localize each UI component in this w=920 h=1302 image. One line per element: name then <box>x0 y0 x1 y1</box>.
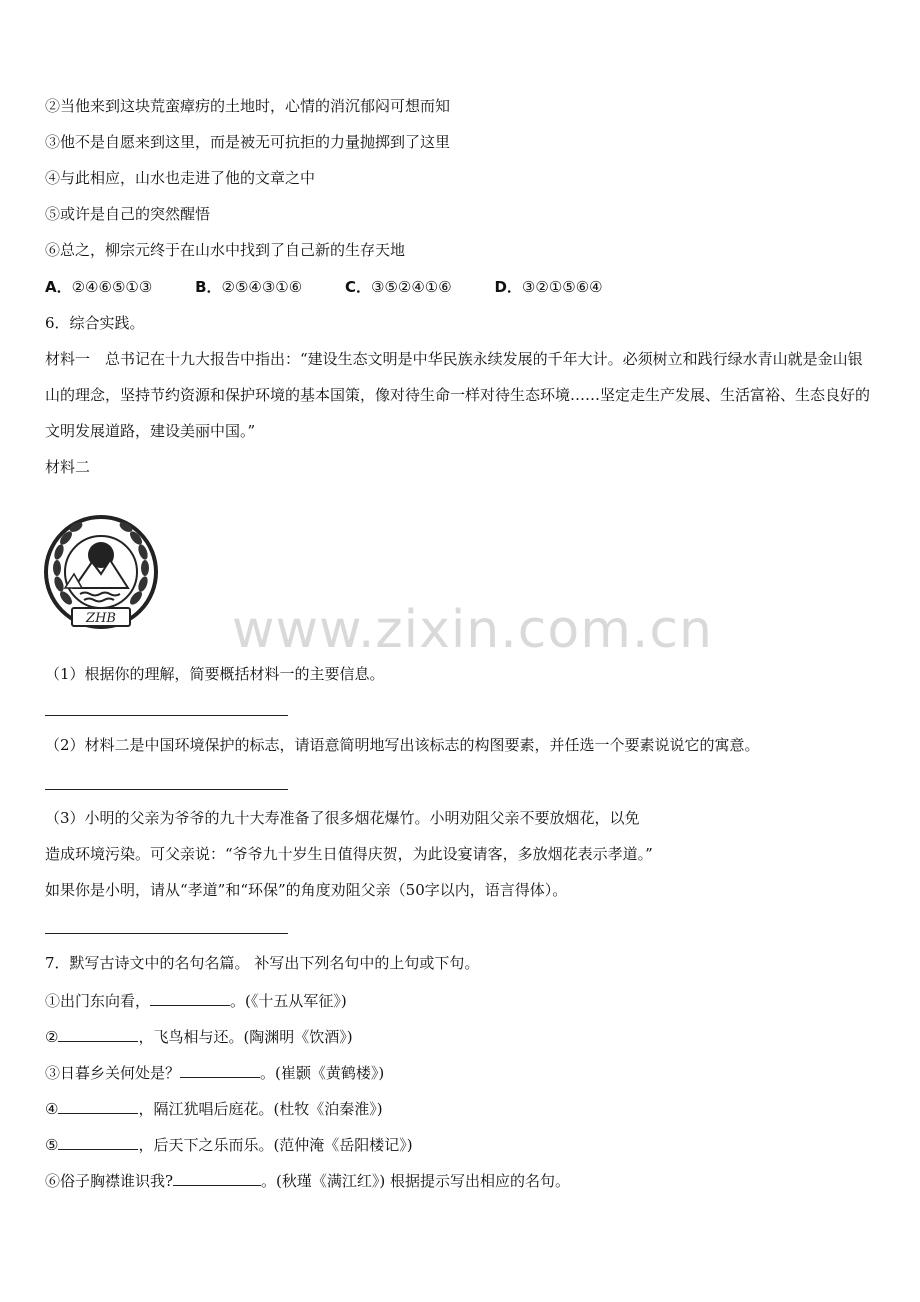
fill-blank-5[interactable] <box>58 1133 138 1150</box>
poem-line-4 <box>45 1097 383 1119</box>
answer-line-2 <box>45 789 288 790</box>
fill-blank-1[interactable] <box>150 989 230 1006</box>
fill-blank-6[interactable] <box>173 1169 261 1186</box>
material-2-label: 材料二 <box>45 458 91 476</box>
question-6-part-3-line-2: 造成环境污染。可父亲说：“爷爷九十岁生日值得庆贺，为此设宴请客，多放烟花表示孝道。” <box>45 845 653 863</box>
option-b <box>195 277 302 297</box>
fill-blank-3[interactable] <box>180 1061 260 1078</box>
option-d <box>494 277 602 297</box>
poem-line-2-prefix: ② <box>45 1028 59 1046</box>
option-a-letter: A． <box>45 278 72 296</box>
poem-line-3 <box>45 1061 384 1083</box>
answer-options <box>45 277 641 297</box>
question-6-part-3-line-1: （3）小明的父亲为爷爷的九十大寿准备了很多烟花爆竹。小明劝阻父亲不要放烟花，以免 <box>45 809 640 827</box>
item-4: ④与此相应，山水也走进了他的文章之中 <box>45 169 316 187</box>
environmental-protection-logo <box>44 500 158 648</box>
option-a-text: ②④⑥⑤①③ <box>71 278 153 296</box>
fill-blank-4[interactable] <box>58 1097 138 1114</box>
poem-line-5-suffix: ，后天下之乐而乐。(范仲淹《岳阳楼记》) <box>138 1136 413 1154</box>
watermark: www.zixin.com.cn <box>232 600 713 660</box>
poem-line-6-prefix: ⑥俗子胸襟谁识我? <box>45 1172 174 1190</box>
poem-line-2 <box>45 1025 353 1047</box>
poem-line-5 <box>45 1133 413 1155</box>
logo-zhb-text: ZHB <box>86 611 116 626</box>
option-a <box>45 277 152 297</box>
option-b-letter: B． <box>195 278 222 296</box>
poem-line-4-suffix: ，隔江犹唱后庭花。(杜牧《泊秦淮》) <box>138 1100 383 1118</box>
poem-line-1 <box>45 989 347 1011</box>
poem-line-1-suffix: 。(《十五从军征》) <box>230 992 347 1010</box>
question-6-part-2: （2）材料二是中国环境保护的标志，请语意简明地写出该标志的构图要素，并任选一个要素说说它的寓意。 <box>45 736 760 754</box>
question-6-part-1: （1）根据你的理解，简要概括材料一的主要信息。 <box>45 665 385 683</box>
poem-line-3-prefix: ③日暮乡关何处是？ <box>45 1064 181 1082</box>
item-2: ②当他来到这块荒蛮瘴疠的土地时，心情的消沉郁闷可想而知 <box>45 97 451 115</box>
question-6-part-3-line-3: 如果你是小明，请从“孝道”和“环保”的角度劝阻父亲（50字以内，语言得体）。 <box>45 881 568 899</box>
option-c-letter: C． <box>344 278 371 296</box>
answer-line-1 <box>45 715 288 716</box>
material-1: 材料一 总书记在十九大报告中指出：“建设生态文明是中华民族永续发展的千年大计。必须树立和践行绿水青山就是金山银山的理念，坚持节约资源和保护环境的基本国策，像对待生命一样对待生态环境……坚定走生产发展、生活富裕、生态良好的文明发展道路，建设美丽中国。” <box>45 350 871 440</box>
question-6-title: 6．综合实践。 <box>45 314 145 332</box>
option-d-letter: D． <box>494 278 522 296</box>
poem-line-6-suffix: 。(秋瑾《满江红》) 根据提示写出相应的名句。 <box>261 1172 571 1190</box>
poem-line-4-prefix: ④ <box>45 1100 59 1118</box>
option-b-text: ②⑤④③①⑥ <box>221 278 303 296</box>
poem-line-5-prefix: ⑤ <box>45 1136 59 1154</box>
answer-line-3 <box>45 933 288 934</box>
fill-blank-2[interactable] <box>58 1025 138 1042</box>
option-d-text: ③②①⑤⑥④ <box>521 278 603 296</box>
poem-line-3-suffix: 。(崔颢《黄鹤楼》) <box>260 1064 385 1082</box>
poem-line-2-suffix: ，飞鸟相与还。(陶渊明《饮酒》) <box>138 1028 353 1046</box>
option-c <box>345 277 452 297</box>
question-7-title: 7．默写古诗文中的名句名篇。 补写出下列名句中的上句或下句。 <box>45 954 480 972</box>
item-6: ⑥总之，柳宗元终于在山水中找到了自己新的生存天地 <box>45 241 406 259</box>
poem-line-6 <box>45 1169 570 1191</box>
item-3: ③他不是自愿来到这里，而是被无可抗拒的力量抛掷到了这里 <box>45 133 451 151</box>
item-5: ⑤或许是自己的突然醒悟 <box>45 205 211 223</box>
option-c-text: ③⑤②④①⑥ <box>371 278 452 296</box>
poem-line-1-prefix: ①出门东向看， <box>45 992 151 1010</box>
